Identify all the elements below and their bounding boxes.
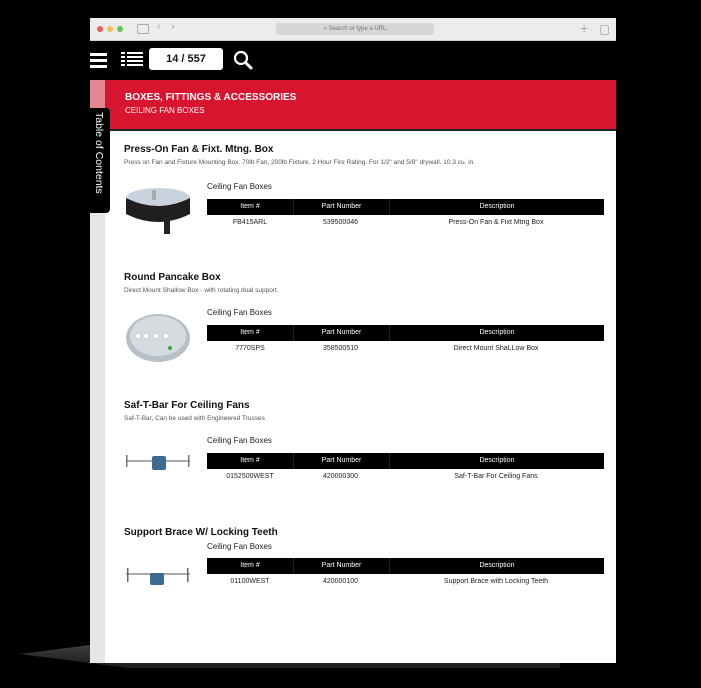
url-bar[interactable]: ⌕ Search or type a URL xyxy=(276,23,434,35)
menu-icon[interactable] xyxy=(90,53,107,68)
product-table xyxy=(207,453,604,485)
list-view-icon[interactable] xyxy=(121,52,143,69)
catalog-page xyxy=(90,80,616,663)
toc-label: Table of Contents xyxy=(93,112,105,194)
product-category: Ceiling Fan Boxes xyxy=(207,436,272,445)
col-part: Part Number xyxy=(294,453,390,469)
product-table xyxy=(207,325,604,357)
col-desc: Description xyxy=(479,562,515,569)
maximize-window-button[interactable] xyxy=(117,26,123,32)
cell-part: 358500510 xyxy=(322,345,359,352)
section-header xyxy=(105,80,616,131)
product-name: Press-On Fan & Fixt. Mtng. Box xyxy=(124,144,274,155)
product-saf-t-bar xyxy=(124,400,604,510)
product-table xyxy=(207,558,604,590)
cell-desc: Direct Mount ShaLLow Box xyxy=(453,345,539,352)
url-placeholder: Search or type a URL xyxy=(328,26,387,32)
col-item: Item # xyxy=(207,453,294,469)
col-part: Part Number xyxy=(294,325,390,341)
sidebar-toggle-icon[interactable] xyxy=(137,24,149,34)
col-desc: Description xyxy=(479,457,515,464)
back-icon[interactable]: ‹ xyxy=(157,21,161,33)
cell-desc: Saf-T-Bar For Ceiling Fans xyxy=(454,473,538,480)
search-icon[interactable] xyxy=(233,50,253,70)
forward-icon[interactable]: › xyxy=(171,21,175,33)
cell-item: FB415ARL xyxy=(232,219,268,226)
product-image xyxy=(124,565,194,589)
col-item: Item # xyxy=(207,199,294,215)
cell-desc: Support Brace with Locking Teeth xyxy=(443,578,549,585)
col-part: Part Number xyxy=(294,199,390,215)
cell-desc: Press-On Fan & Fixt Mtng Box xyxy=(448,219,544,226)
product-description: Saf-T-Bar, Can be used with Engineered Trusses xyxy=(124,415,265,422)
browser-window xyxy=(90,18,616,663)
viewer-toolbar xyxy=(90,41,616,80)
product-name: Saf-T-Bar For Ceiling Fans xyxy=(124,400,250,411)
product-description: Direct Mount Shallow Box - with rotating dual support. xyxy=(124,287,279,294)
product-table xyxy=(207,199,604,231)
tab-overview-icon[interactable] xyxy=(600,25,609,35)
table-row xyxy=(207,574,604,590)
product-name: Support Brace W/ Locking Teeth xyxy=(124,527,278,538)
product-press-on-box xyxy=(124,144,604,254)
product-image xyxy=(124,184,194,240)
product-category: Ceiling Fan Boxes xyxy=(207,542,272,551)
product-image xyxy=(124,450,194,474)
col-desc: Description xyxy=(479,203,515,210)
product-support-brace xyxy=(124,527,604,627)
product-category: Ceiling Fan Boxes xyxy=(207,308,272,317)
product-description: Press on Fan and Fixture Mounting Box. 70lb Fan, 200lb Fixture. 2 Hour Fire Rating. For 1/2" and 5/8" drywall. 10.3 cu. in. xyxy=(124,159,476,166)
table-of-contents-tab[interactable] xyxy=(90,108,110,213)
cell-item: 0152500WEST xyxy=(226,473,274,480)
table-row xyxy=(207,469,604,485)
cell-item: 7770SPS xyxy=(235,345,265,352)
product-category: Ceiling Fan Boxes xyxy=(207,182,272,191)
page-indicator[interactable]: 14 / 557 xyxy=(149,48,223,70)
new-tab-icon[interactable]: + xyxy=(580,20,589,36)
minimize-window-button[interactable] xyxy=(107,26,113,32)
close-window-button[interactable] xyxy=(97,26,103,32)
section-title: BOXES, FITTINGS & ACCESSORIES xyxy=(125,92,297,103)
section-subtitle: CEILING FAN BOXES xyxy=(125,106,205,115)
col-item: Item # xyxy=(207,558,294,574)
col-item: Item # xyxy=(207,325,294,341)
cell-part: 539500046 xyxy=(322,219,359,226)
col-part: Part Number xyxy=(294,558,390,574)
cell-part: 420000100 xyxy=(322,578,359,585)
product-round-pancake-box xyxy=(124,272,604,382)
col-desc: Description xyxy=(479,329,515,336)
table-row xyxy=(207,215,604,231)
product-image xyxy=(124,310,194,366)
browser-chrome xyxy=(90,18,616,41)
cell-part: 420000300 xyxy=(322,473,359,480)
product-name: Round Pancake Box xyxy=(124,272,221,283)
cell-item: 01100WEST xyxy=(230,578,270,585)
table-row xyxy=(207,341,604,357)
